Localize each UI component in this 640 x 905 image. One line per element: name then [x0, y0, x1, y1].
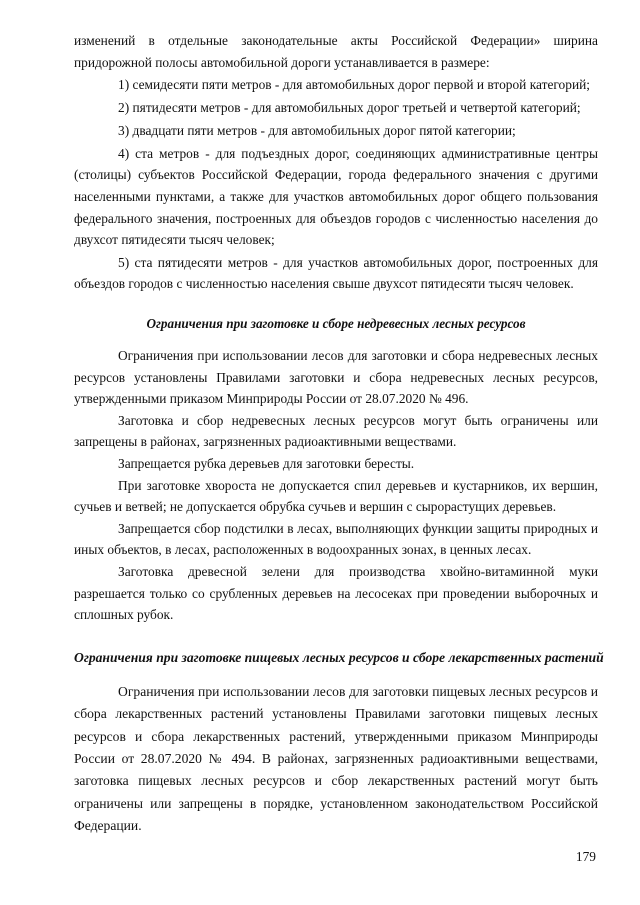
paragraph: Заготовка и сбор недревесных лесных ресурсов могут быть ограничены или запрещены в районах, загрязненных радиоактивными веществами. — [74, 412, 598, 450]
list-item-2: 2) пятидесяти метров - для автомобильных дорог третьей и четвертой категорий; — [118, 100, 581, 116]
section-food-medicinal-body — [74, 681, 598, 838]
page-content — [74, 30, 604, 838]
paragraph: При заготовке хвороста не допускается спил деревьев и кустарников, их вершин, сучьев и ветвей; не допускается обрубка сучьев и вершин с сырорастущих деревьев. — [74, 477, 598, 515]
paragraph: Ограничения при использовании лесов для заготовки и сбора недревесных лесных ресурсов установлены Правилами заготовки и сбора недревесных лесных ресурсов, утвержденными приказом Минприроды России от 28.07.2020 № 496. — [74, 348, 598, 407]
paragraph: Ограничения при использовании лесов для заготовки пищевых лесных ресурсов и сбора лекарственных растений установлены Правилами заготовки пищевых лесных ресурсов и сбора лекарственных растений, утвержденными приказом Минприроды России от 28.07.2020 № 494. В районах, загрязненных радиоактивными веществами, заготовка пищевых лесных ресурсов и сбор лекарственных растений могут быть ограничены или запрещены в порядке, установленном законодательством Российской Федерации. — [74, 683, 598, 834]
intro-continuation: изменений в отдельные законодательные акты Российской Федерации» ширина придорожной полосы автомобильной дороги устанавливается в размере: — [74, 33, 598, 70]
section-heading-non-timber: Ограничения при заготовке и сборе недревесных лесных ресурсов — [146, 316, 526, 332]
list-item-4: 4) ста метров - для подъездных дорог, соединяющих административные центры (столицы) субъектов Российской Федерации, города федерального значения с другими населенными пунктами, а также для участков автомобильных дорог общего пользования федерального значения, построенных для объездов городов с численностью населения до двухсот пятидесяти тысяч человек; — [74, 145, 598, 248]
page-number: 179 — [575, 849, 596, 864]
section-heading-food-medicinal: Ограничения при заготовке пищевых лесных ресурсов и сборе лекарственных растений — [74, 649, 604, 665]
list-item-5: 5) ста пятидесяти метров - для участков автомобильных дорог, построенных для объездов городов с численностью населения свыше двухсот пятидесяти тысяч человек. — [74, 254, 598, 292]
list-item-1: 1) семидесяти пяти метров - для автомобильных дорог первой и второй категорий; — [118, 77, 590, 93]
paragraph: Заготовка древесной зелени для производства хвойно-витаминной муки разрешается только со срубленных деревьев на лесосеках при проведении выборочных и сплошных рубок. — [74, 564, 598, 623]
list-item-3: 3) двадцати пяти метров - для автомобильных дорог пятой категории; — [118, 122, 516, 138]
paragraph: Запрещается сбор подстилки в лесах, выполняющих функции защиты природных и иных объектов, в лесах, расположенных в водоохранных зонах, в ценных лесах. — [74, 520, 598, 558]
paragraph: Запрещается рубка деревьев для заготовки бересты. — [118, 456, 415, 472]
